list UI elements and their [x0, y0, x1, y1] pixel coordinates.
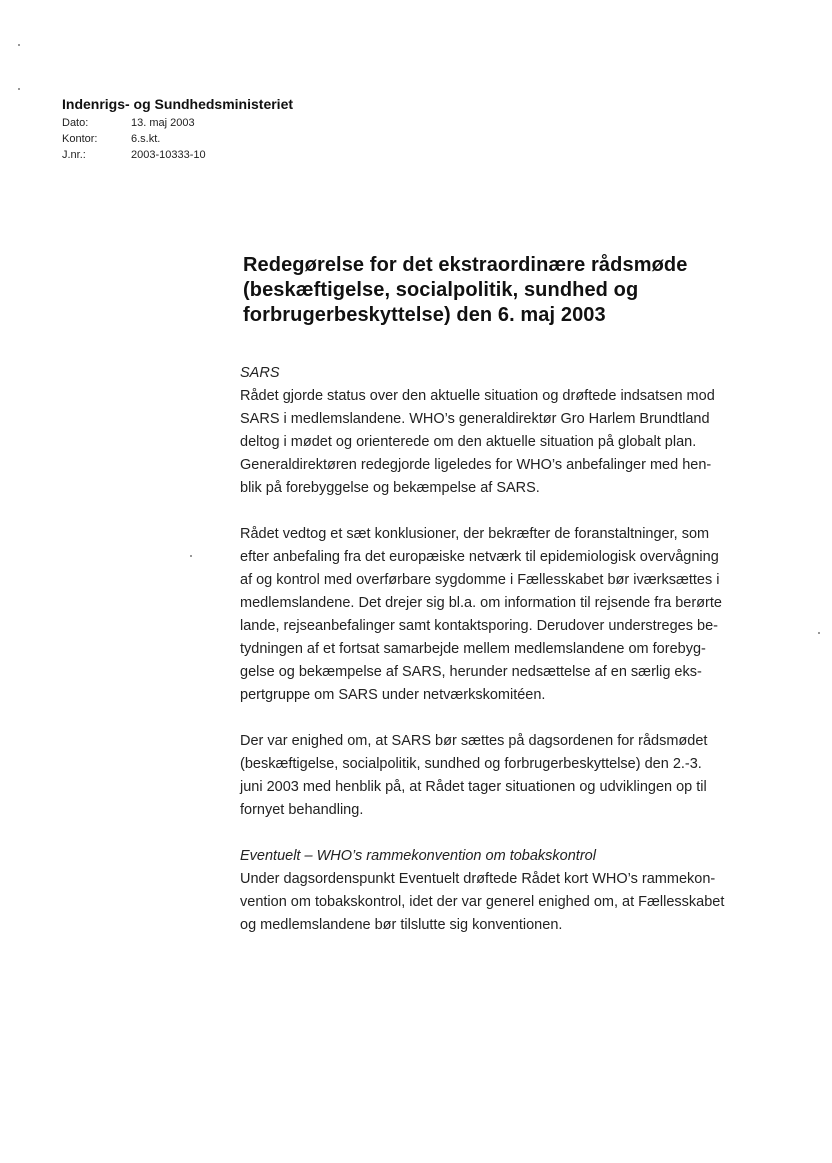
meta-date-value: 13. maj 2003: [131, 117, 195, 129]
paragraph: Rådet gjorde status over den aktuelle situation og drøftede indsatsen mod SARS i medlemslandene. WHO’s generaldirektør Gro Harlem Brundtland deltog i mødet og orienterede om den aktuelle situation på globalt plan. Generaldirektøren redegjorde ligeledes for WHO’s anbefalinger med hen- blik på forebyggelse og bekæmpelse af SARS.: [240, 388, 715, 496]
scan-speck: [818, 632, 820, 634]
ministry-name: Indenrigs- og Sundhedsministeriet: [62, 96, 294, 112]
meta-date-label: Dato:: [62, 117, 89, 129]
meta-journal-label: J.nr.:: [62, 149, 86, 161]
paragraph: Der var enighed om, at SARS bør sættes på dagsordenen for rådsmødet (beskæftigelse, socialpolitik, sundhed og forbrugerbeskyttelse) den 2.-3. juni 2003 med henblik på, at Rådet tager situationen og udviklingen op til fornyet behandling.: [240, 733, 708, 818]
spacer: [240, 500, 760, 523]
meta-office-value: 6.s.kt.: [131, 133, 161, 145]
scan-speck: [18, 88, 20, 90]
paragraph: Rådet vedtog et sæt konklusioner, der bekræfter de foranstaltninger, som efter anbefaling fra det europæiske netværk til epidemiologisk overvågning af og kontrol med overførbare sygdomme i Fællesskabet bør iværksættes i medlemslandene. Det drejer sig bl.a. om information til rejsende fra berørte lande, rejseanbefalinger samt kontaktsporing. Derudover understreges be- tydningen af et fortsat samarbejde mellem medlemslandene om forebyg- gelse og bekæmpelse af SARS, herunder nedsættelse af en særlig eks- pertgruppe om SARS under netværkskomitéen.: [240, 526, 722, 703]
meta-journal-value: 2003-10333-10: [131, 149, 206, 161]
section-heading-sars: SARS: [240, 365, 280, 381]
meta-date-row: [62, 115, 382, 131]
spacer: [240, 822, 760, 845]
paragraph: Under dagsordenspunkt Eventuelt drøftede Rådet kort WHO’s rammekon- vention om tobakskontrol, idet der var generel enighed om, at Fællesskabet og medlemslandene bør tilslutte sig konventionen.: [240, 871, 725, 933]
meta-office-row: [62, 131, 382, 147]
meta-office-label: Kontor:: [62, 133, 98, 145]
section-heading-eventuelt: Eventuelt – WHO’s rammekonvention om tobakskontrol: [240, 848, 596, 864]
document-header: [62, 95, 382, 163]
meta-journal-row: [62, 147, 382, 163]
spacer: [240, 328, 760, 362]
document-title: Redegørelse for det ekstraordinære rådsmøde (beskæftigelse, socialpolitik, sundhed og forbrugerbeskyttelse) den 6. maj 2003: [243, 254, 688, 326]
document-body: [240, 253, 760, 937]
scan-speck: [18, 44, 20, 46]
spacer: [240, 707, 760, 730]
scan-speck: [190, 555, 192, 557]
